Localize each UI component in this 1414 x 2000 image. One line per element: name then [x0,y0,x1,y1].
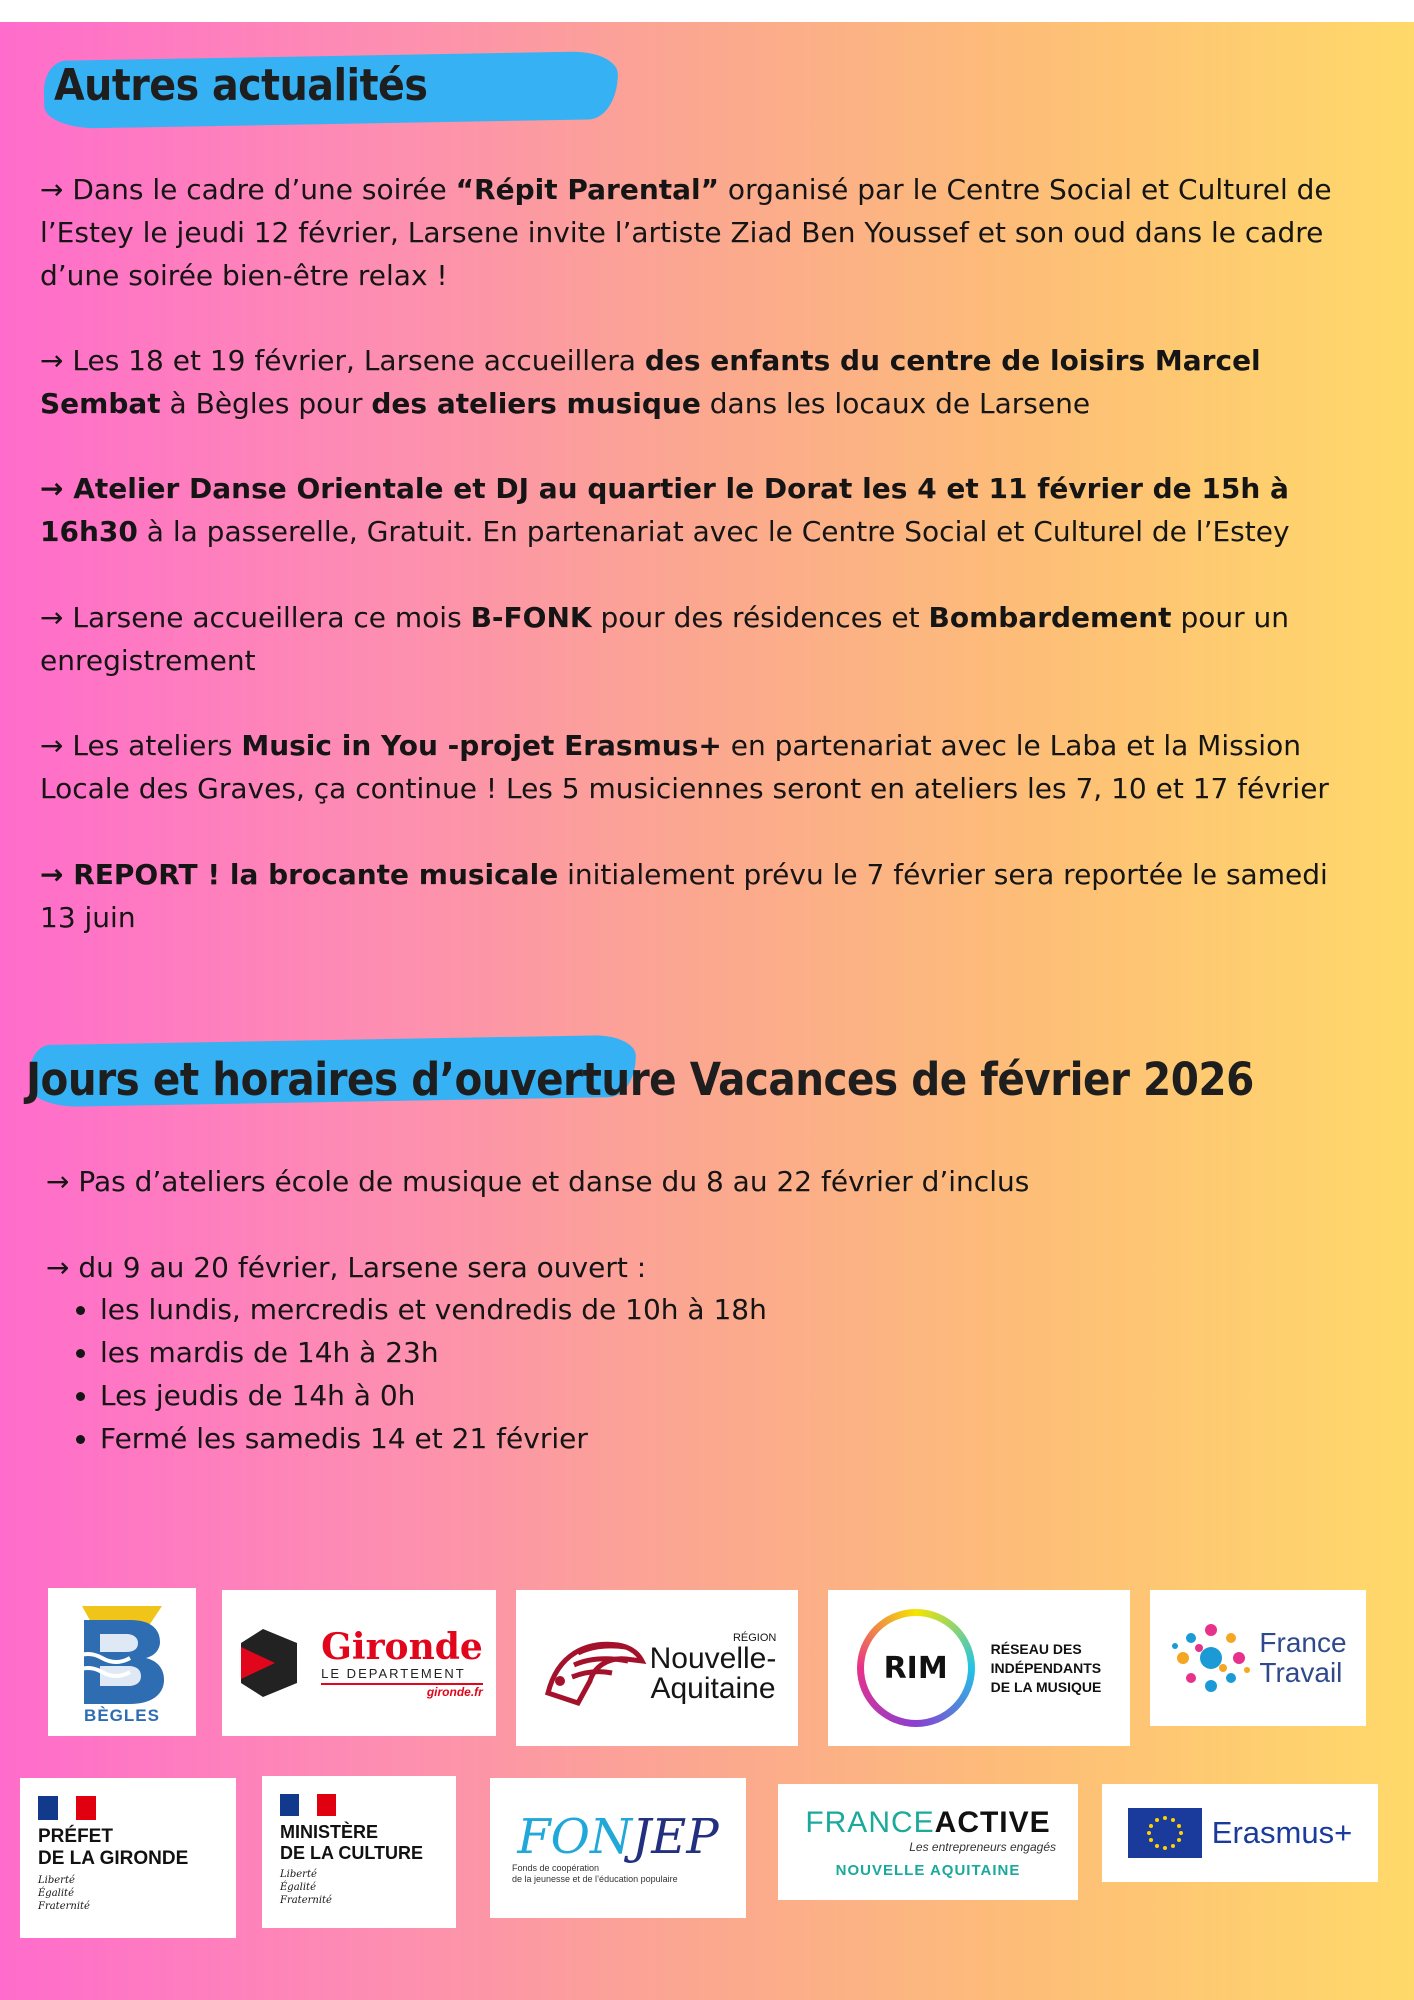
ministere-line1: MINISTÈRE [280,1822,379,1842]
logo-region-nouvelle-aquitaine [516,1590,798,1746]
list-item: • Fermé les samedis 14 et 21 février [100,1417,767,1460]
list-item: • Les jeudis de 14h à 0h [100,1374,767,1417]
gironde-url: gironde.fr [426,1684,483,1699]
fonjep-wordmark [517,1811,718,1863]
motto-egalite: Égalité [38,1888,74,1899]
rim-line3: DE LA MUSIQUE [990,1678,1102,1695]
logo-begles-text: BÈGLES [84,1706,160,1725]
news-item-report-brocante: → REPORT ! la brocante musicale initialement prévu le 7 février sera reportée le samedi 13 juin [40,858,1328,934]
prefet-line2: DE LA GIRONDE [38,1848,189,1869]
gironde-sub: LE DEPARTEMENT [321,1666,483,1685]
marianne-flag-icon [280,1794,336,1816]
fonjep-sub2: de la jeunesse et de l’éducation populaire [512,1874,678,1884]
region-line2: Aquitaine [650,1672,776,1705]
news-item-residences: → Larsene accueillera ce mois B-FONK pour des résidences et Bombardement pour un enregistrement [40,601,1290,677]
logo-begles [48,1588,196,1736]
prefet-wordmark [38,1826,188,1870]
republic-motto [280,1868,332,1907]
ft-line2: Travail [1259,1657,1343,1688]
gironde-name: Gironde [321,1625,483,1668]
region-line1: Nouvelle- [649,1642,777,1675]
rim-line1: RÉSEAU DES [990,1640,1082,1657]
logo-fonjep [490,1778,746,1918]
region-wordmark [650,1632,777,1704]
france-active-region: NOUVELLE AQUITAINE [835,1861,1021,1879]
flyer-page [0,22,1414,2000]
list-item: • les lundis, mercredis et vendredis de 10h à 18h [100,1288,767,1331]
fonjep-a: FON [517,1809,633,1865]
fonjep-b: JEP [632,1809,719,1865]
erasmus-wordmark: Erasmus+ [1211,1815,1353,1850]
rim-wordmark [991,1640,1102,1697]
logo-erasmus-plus [1102,1784,1378,1882]
news-item-music-in-you: → Les ateliers Music in You -projet Erasmus+ en partenariat avec le Laba et la Mission Locale des Graves, ça continue ! Les 5 musiciennes seront en ateliers les 7, 10 et 17 février [40,729,1329,805]
prefet-line1: PRÉFET [38,1826,113,1847]
motto-fraternite: Fraternité [280,1895,332,1906]
motto-fraternite: Fraternité [38,1901,90,1912]
logo-rim [828,1590,1130,1746]
republic-motto [38,1874,90,1913]
rim-mark: RIM [883,1650,948,1686]
schedule-opening-intro: → du 9 au 20 février, Larsene sera ouvert : [46,1251,647,1284]
list-item: • les mardis de 14h à 23h [100,1331,767,1374]
section-title-horaires: Jours et horaires d’ouverture Vacances de février 2026 [26,1053,1254,1106]
eu-flag-icon [1128,1808,1202,1858]
gironde-wordmark [321,1625,483,1699]
logo-prefet-gironde [20,1778,236,1938]
france-travail-dots-icon [1169,1616,1253,1700]
schedule-no-classes: → Pas d’ateliers école de musique et danse du 8 au 22 février d’inclus [46,1165,1030,1198]
rim-circle-icon [857,1609,975,1727]
region-small: RÉGION [732,1632,777,1644]
marianne-flag-icon [38,1796,96,1820]
lion-icon [538,1623,648,1713]
logo-gironde [222,1590,496,1736]
rim-line2: INDÉPENDANTS [990,1659,1102,1676]
begles-b-icon [62,1598,182,1708]
france-active-tagline: Les entrepreneurs engagés [909,1839,1056,1854]
ministere-wordmark [280,1822,423,1864]
motto-egalite: Égalité [280,1882,316,1893]
fa-b: ACTIVE [934,1805,1051,1839]
france-travail-wordmark [1259,1628,1346,1688]
news-item-atelier-danse: → Atelier Danse Orientale et DJ au quartier le Dorat les 4 et 11 février de 15h à 16h30 à la passerelle, Gratuit. En partenariat avec le Centre Social et Culturel de l’Estey [40,472,1290,548]
fonjep-sub [512,1863,678,1885]
ministere-line2: DE LA CULTURE [280,1843,423,1863]
fa-a: FRANCE [805,1805,935,1839]
motto-liberte: Liberté [280,1869,317,1880]
ft-line1: France [1259,1627,1347,1658]
opening-days-list [60,1288,767,1460]
france-active-wordmark [805,1806,1050,1840]
news-item-repit-parental: → Dans le cadre d’une soirée “Répit Parental” organisé par le Centre Social et Culturel de l’Estey le jeudi 12 février, Larsene invite l’artiste Ziad Ben Youssef et son oud dans le cadre d’une soirée bien-être relax ! [40,173,1332,292]
logo-france-active [778,1784,1078,1900]
fonjep-sub1: Fonds de coopération [512,1863,600,1873]
section-title-autres-actualites: Autres actualités [54,60,428,111]
logo-france-travail [1150,1590,1366,1726]
motto-liberte: Liberté [38,1875,75,1886]
gironde-hexagon-icon [235,1623,315,1703]
news-item-centre-loisirs: → Les 18 et 19 février, Larsene accueillera des enfants du centre de loisirs Marcel Sembat à Bègles pour des ateliers musique dans les locaux de Larsene [40,344,1261,420]
logo-ministere-culture [262,1776,456,1928]
